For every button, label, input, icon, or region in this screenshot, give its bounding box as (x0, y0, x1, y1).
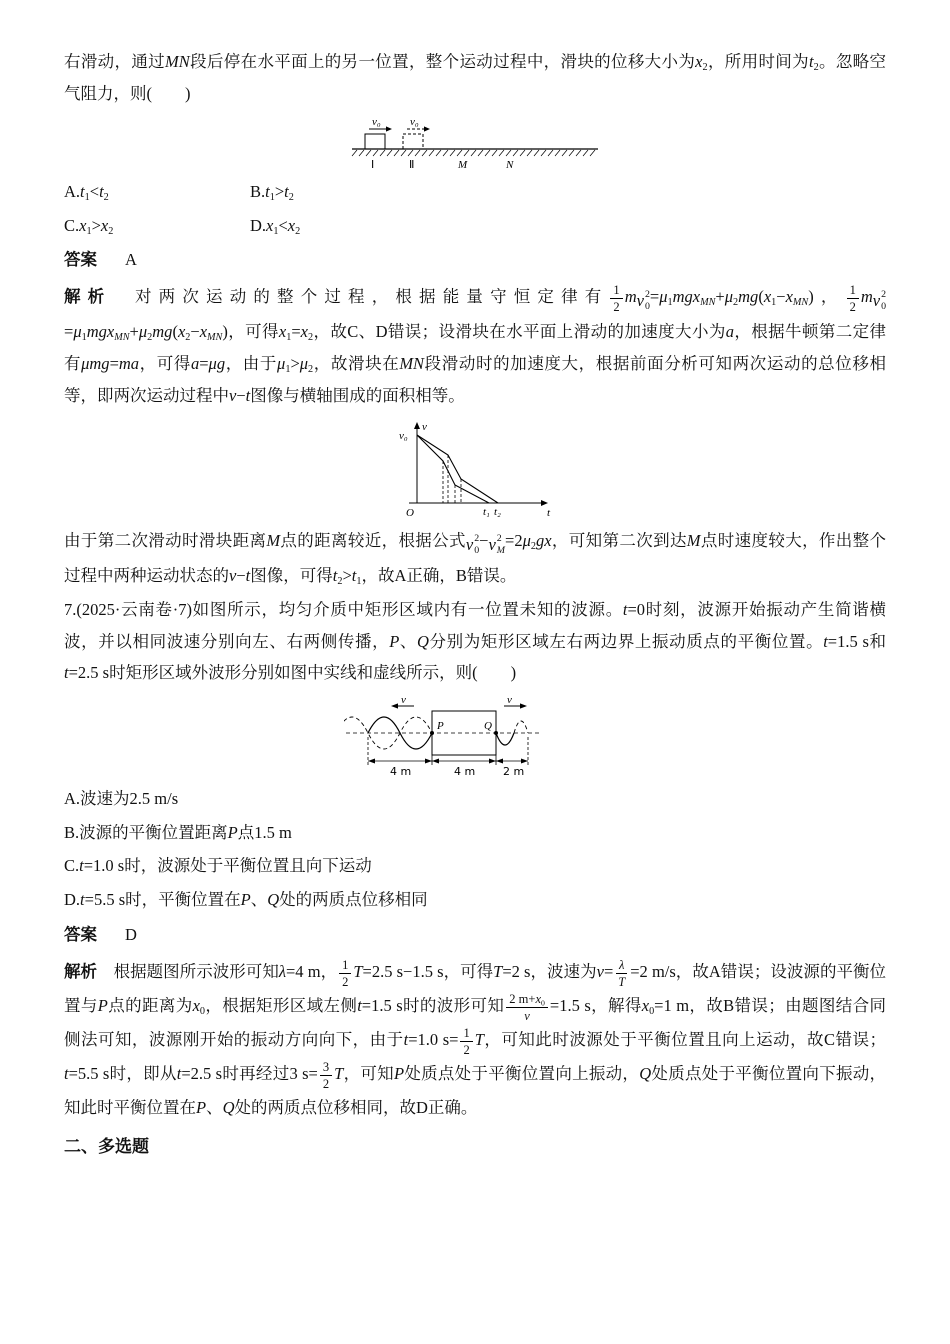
wave-diagram (344, 695, 606, 779)
figure-vt-graph (64, 417, 886, 521)
q7-option-d: D.t=5.5 s时，平衡位置在P、Q处的两质点位移相同 (64, 890, 428, 910)
figure-blocks (64, 115, 886, 173)
q6-analysis-continued: 由于第二次滑动时滑块距离M点的距离较近，根据公式 v 2 0 − v 2 M $=2\mu_2gx$，可知第二次到达M点时速度较大，作出整个过程中两种运动状态的v−t图像，可得$t_2>t_1$，故A正确，B错误。 (64, 531, 886, 588)
answer-label: 答案 (64, 925, 97, 944)
vt-line-first-run (417, 435, 489, 503)
question6-text-continued: 右滑动，通过MN段后停在水平面上的另一位置，整个运动过程中，滑块的位移大小为$x_2$，所用时间为$t_2$。忽略空气阻力，则( ) (64, 52, 887, 103)
question6-options (64, 177, 886, 240)
section-header-multichoice: 二、多选题 (64, 1137, 149, 1157)
v-axis-arrowhead (414, 422, 420, 429)
wave-right-dashed (514, 721, 528, 733)
position-I-label: Ⅰ (371, 158, 375, 172)
answer-value: A (125, 249, 137, 269)
t-axis-letter: t (547, 507, 551, 520)
v0-label-1: v₀ (372, 116, 381, 129)
point-N-label: N (506, 159, 514, 172)
q6-option-b: $B.t_1>t_2$ (250, 182, 294, 204)
answer-label: 答案 (64, 250, 97, 269)
v-right-arrowhead (520, 703, 527, 708)
dim-4m-left: 4 m (390, 765, 412, 779)
q6-answer-row (64, 245, 886, 276)
Q-label: Q (484, 720, 492, 733)
v0-label-2: v₀ (410, 116, 419, 129)
point-M-label: M (458, 159, 468, 172)
block-solid (365, 134, 385, 149)
dim-4m-mid: 4 m (454, 765, 476, 779)
q7-analysis: 解析 根据题图所示波形可知λ=4 m， $\frac{1}{2}$ T=2.5 s−1.5 s，可得T=2 s，波速为v= $\frac{\lambda}{T}$ =2 m/s，故A错误；设波源的平衡位置与P点的距离为$x_0$，根据矩形区域左侧t=1.5 s时的波形可知 $\frac{2 m+x_0}{v}$ =1.5 s，解得$x_0=1$ m，故B错误；由题图结合同侧法可知，波源刚开始的振动方向向下，由于t=1.0 s= $\frac{1}{2}$ T，可知此时波源处于平衡位置且向上运动，故C错误；t=5.5 s时，即从t=2.5 s时再经过3 s= $\frac{3}{2}$ T，可知P处质点处于平衡位置向上振动，Q处质点处于平衡位置向下振动，知此时平衡位置在P、Q处的两质点位移相同，故D正确。 (64, 957, 887, 1118)
q7-option-b: B.波源的平衡位置距离P点1.5 m (64, 822, 292, 842)
position-II-label: Ⅱ (409, 158, 415, 172)
v-right-label: v (507, 695, 512, 707)
blocks-diagram (350, 115, 600, 173)
q7-option-c: C.t=1.0 s时，波源处于平衡位置且向下运动 (64, 856, 372, 876)
v-axis-label: v (422, 421, 427, 434)
vt-line-second-run (417, 435, 498, 503)
point-Q-dot (494, 731, 498, 735)
velocity-arrowhead-2 (424, 127, 430, 132)
v-left-label: v (401, 695, 406, 707)
answer-value: D (125, 924, 137, 944)
velocity-arrowhead-1 (386, 127, 392, 132)
q6-option-d: $D.x_1<x_2$ (250, 216, 301, 238)
vt-graph (395, 417, 555, 521)
q6-option-c: $C.x_1>x_2$ (64, 216, 114, 238)
wave-right-solid (496, 733, 514, 745)
origin-label: O (406, 507, 414, 520)
v0-axis-label: v₀ (399, 430, 408, 443)
question7-text: 7.(2025·云南卷·7)如图所示，均匀介质中矩形区域内有一位置未知的波源。t=0时刻，波源开始振动产生简谐横波，并以相同波速分别向左、右两侧传播，P、Q分别为矩形区域左右两边界上振动质点的平衡位置。t=1.5 s和t=2.5 s时矩形区域外波形分别如图中实线和虚线所示，则( ) (64, 600, 887, 683)
P-label: P (437, 720, 444, 733)
q7-answer-row (64, 920, 886, 951)
t1-label: t₁ (483, 506, 490, 519)
q6-option-a: $A.t_1<t_2$ (64, 182, 109, 204)
ground-hatching (352, 150, 595, 156)
v-left-arrowhead (391, 703, 398, 708)
dim-2m-right: 2 m (503, 765, 525, 779)
q7-option-a: A.波速为2.5 m/s (64, 789, 179, 809)
block-dashed (403, 134, 423, 149)
figure-wave (64, 695, 886, 779)
t2-label: t₂ (494, 506, 501, 519)
t-axis-arrowhead (541, 500, 548, 506)
q6-analysis: 解析 对两次运动的整个过程，根据能量守恒定律有 $\frac{1}{2}$ m v 2 0 $=\mu_1mgx_{MN}+\mu_2mg(x_1-x_{MN})$， $\frac{1}{2}$ m v 2 0 $=\mu_1mgx_{MN}+\mu_2mg(x_2-x_{MN})$，可得$x_1=x_2$，故C、D错误；设滑块在水平面上滑动的加速度大小为a，根据牛顿第二定律有μmg=ma，可得a=μg，由于$\mu_1>\mu_2$，故滑块在MN段滑动时的加速度大，根据前面分析可知两次运动的总位移相等，即两次运动过程中v−t图像与横轴围成的面积相等。 (64, 282, 887, 405)
point-P-dot (430, 731, 434, 735)
